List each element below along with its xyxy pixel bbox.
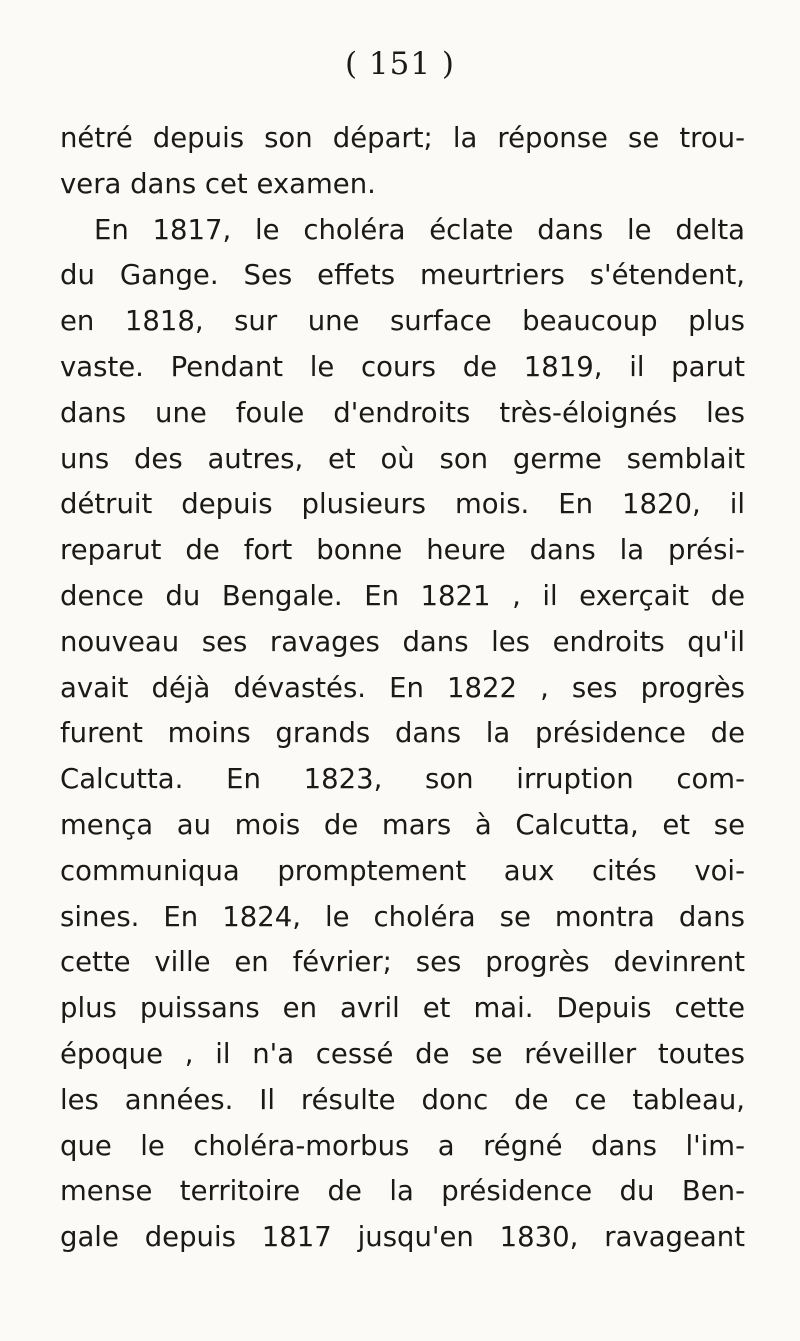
text-line: nouveau ses ravages dans les endroits qu'il: [60, 625, 745, 658]
text-line: avait déjà dévastés. En 1822 , ses progrès: [60, 671, 745, 704]
text-line: détruit depuis plusieurs mois. En 1820, il: [60, 488, 745, 521]
text-line: reparut de fort bonne heure dans la prési-: [60, 534, 745, 567]
text-line: uns des autres, et où son germe semblait: [60, 442, 745, 475]
text-line: époque , il n'a cessé de se réveiller toutes: [60, 1037, 745, 1070]
text-line: du Gange. Ses effets meurtriers s'étendent,: [60, 259, 745, 292]
text-line: vera dans cet examen.: [60, 167, 376, 200]
text-line: dence du Bengale. En 1821 , il exerçait de: [60, 579, 745, 612]
text-line: mença au mois de mars à Calcutta, et se: [60, 808, 745, 841]
text-line: les années. Il résulte donc de ce tableau,: [60, 1083, 745, 1116]
page-number: ( 151 ): [344, 46, 456, 82]
text-line: furent moins grands dans la présidence de: [60, 717, 745, 750]
text-line: gale depuis 1817 jusqu'en 1830, ravageant: [60, 1221, 745, 1254]
text-line: nétré depuis son départ; la réponse se trou-: [60, 122, 745, 154]
text-line: que le choléra-morbus a régné dans l'im-: [60, 1129, 745, 1162]
text-line: mense territoire de la présidence du Ben-: [60, 1175, 745, 1208]
text-line: en 1818, sur une surface beaucoup plus: [60, 305, 745, 338]
text-line: cette ville en février; ses progrès devinrent: [60, 946, 745, 979]
text-line: sines. En 1824, le choléra se montra dans: [60, 900, 745, 933]
text-line: vaste. Pendant le cours de 1819, il parut: [60, 350, 745, 383]
body-text: [60, 116, 745, 1261]
text-line: En 1817, le choléra éclate dans le delta: [94, 213, 745, 246]
text-line: dans une foule d'endroits très-éloignés les: [60, 396, 745, 429]
text-line: communiqua promptement aux cités voi-: [60, 854, 745, 887]
text-line: plus puissans en avril et mai. Depuis cette: [60, 992, 745, 1025]
text-line: Calcutta. En 1823, son irruption com-: [60, 763, 745, 796]
